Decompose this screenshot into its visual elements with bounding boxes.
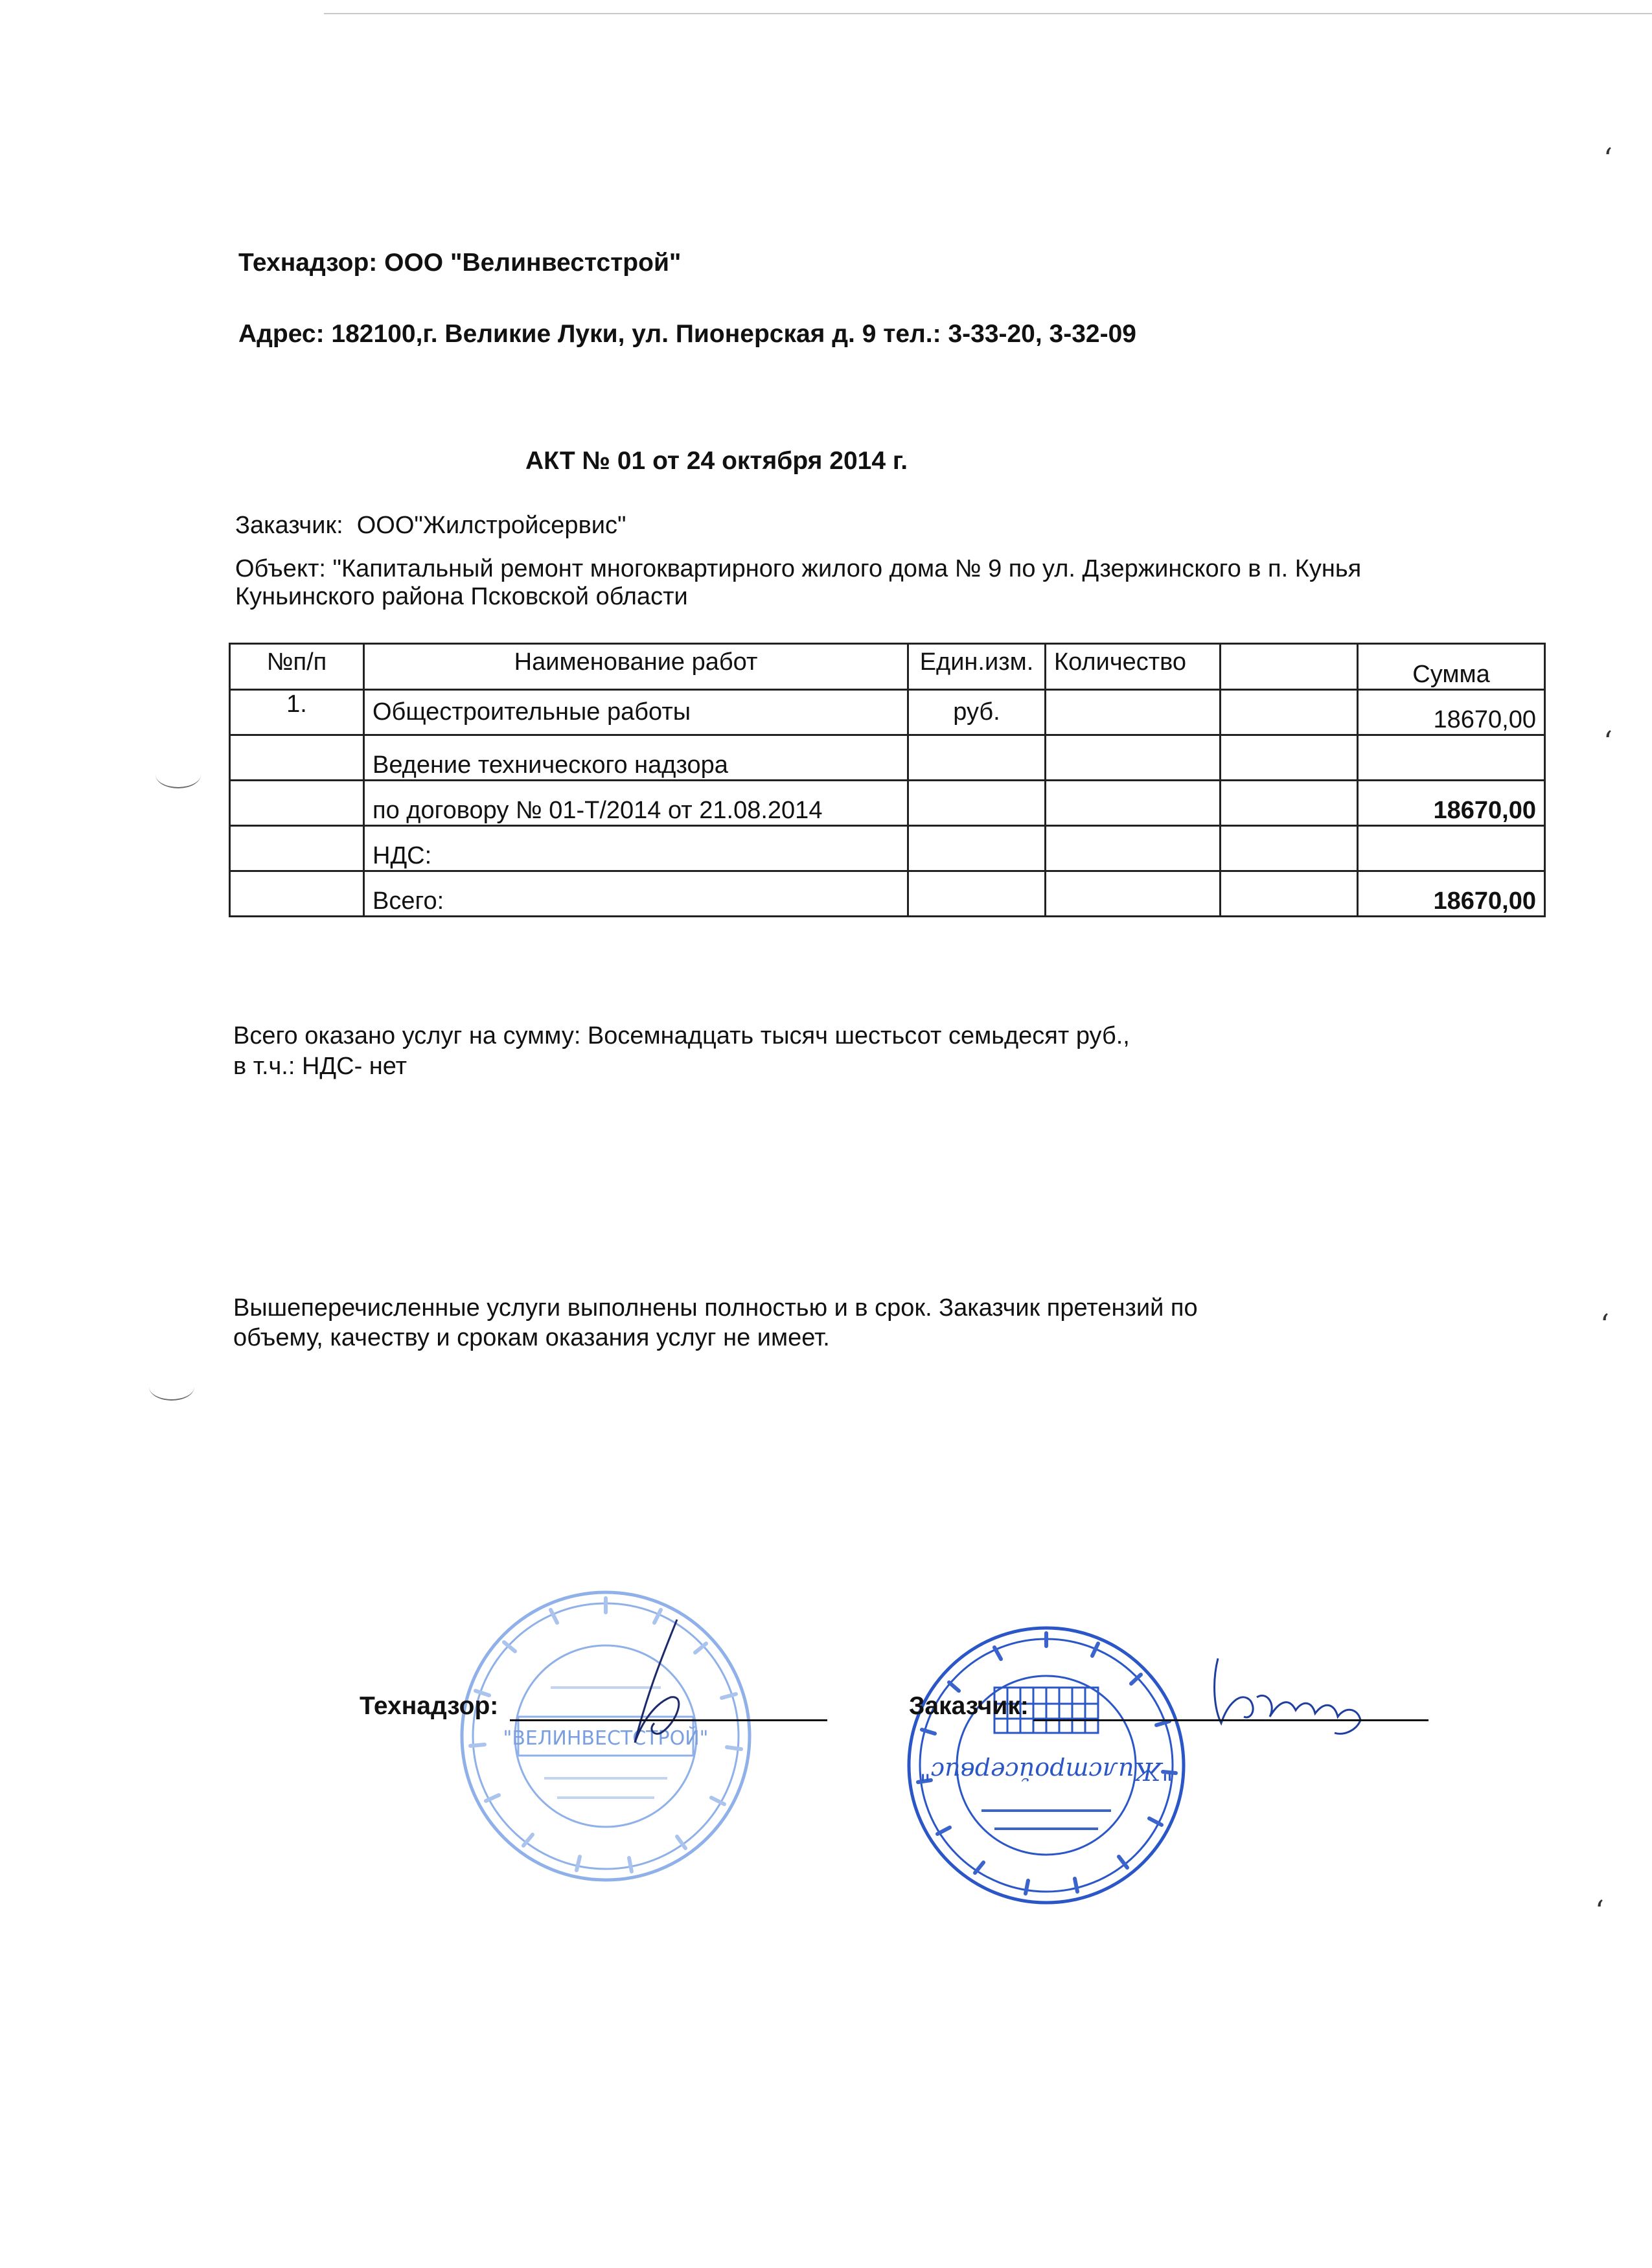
supervisor-stamp-name: "ВЕЛИНВЕСТСТРОЙ" [503,1727,709,1750]
supervisor-signature-label: Технадзор: [360,1692,499,1720]
row-name: по договору № 01-Т/2014 от 21.08.2014 [364,781,908,826]
row-blank [1221,735,1358,781]
customer-signature-label: Заказчик: [909,1692,1029,1720]
row-qty [1046,826,1221,871]
row-unit [908,781,1046,826]
customer-line [235,512,626,540]
table-row [230,781,1545,826]
header-name: Наименование работ [364,644,908,690]
summary-line-1: Всего оказано услуг на сумму: Восемнадцать тысяч шестьсот семьдесят руб., [233,1022,1130,1049]
scan-mark: ʻ [1600,1309,1609,1342]
row-sum [1358,735,1545,781]
table-row [230,826,1545,871]
supervisor-heading: Технадзор: ООО "Велинвестстрой" [238,249,682,277]
scan-edge-line [324,13,1652,14]
summary-line-2: в т.ч.: НДС- нет [233,1053,407,1080]
row-num [230,735,364,781]
table-row [230,690,1545,735]
scan-mark: ʻ [1603,143,1612,176]
act-title: АКТ № 01 от 24 октября 2014 г. [525,447,908,475]
object-line-1: Объект: "Капитальный ремонт многоквартирного жилого дома № 9 по ул. Дзержинского в п. Кунья [235,555,1362,582]
row-qty [1046,871,1221,917]
row-unit [908,826,1046,871]
row-unit [908,871,1046,917]
supervisor-address: Адрес: 182100,г. Великие Луки, ул. Пионерская д. 9 тел.: 3-33-20, 3-32-09 [238,320,1136,348]
punch-hole-mark [155,761,201,788]
row-sum: 18670,00 [1358,690,1545,735]
row-name: Общестроительные работы [364,690,908,735]
row-name: Ведение технического надзора [364,735,908,781]
scan-mark: ʻ [1595,1895,1604,1928]
customer-stamp [904,1623,1189,1908]
customer-label: Заказчик: [235,512,343,539]
row-sum: 18670,00 [1358,871,1545,917]
works-table [229,643,1546,917]
customer-stamp-inner-lettering [981,1811,1111,1829]
row-qty [1046,690,1221,735]
row-unit [908,735,1046,781]
row-qty [1046,781,1221,826]
customer-name: ООО"Жилстройсервис" [356,512,626,539]
row-num: 1. [230,690,364,735]
header-qty: Количество [1046,644,1221,690]
punch-hole-mark [149,1373,194,1401]
scan-mark: ʻ [1603,726,1612,759]
row-unit: руб. [908,690,1046,735]
confirmation-line-2: объему, качеству и срокам оказания услуг не имеет. [233,1324,830,1351]
customer-signature-line [1033,1719,1428,1721]
row-num [230,871,364,917]
row-blank [1221,781,1358,826]
row-sum [1358,826,1545,871]
row-num [230,781,364,826]
row-blank [1221,871,1358,917]
header-blank [1221,644,1358,690]
table-row [230,735,1545,781]
object-line-2: Куньинского района Псковской области [235,583,688,610]
customer-stamp-name: "Жилстройсервис" [919,1757,1173,1785]
supervisor-signature [609,1613,726,1756]
table-row [230,871,1545,917]
customer-signature [1205,1645,1373,1749]
header-num: №п/п [230,644,364,690]
supervisor-signature-line [510,1719,827,1721]
row-blank [1221,826,1358,871]
row-qty [1046,735,1221,781]
row-num [230,826,364,871]
row-sum: 18670,00 [1358,781,1545,826]
row-name: НДС: [364,826,908,871]
confirmation-line-1: Вышеперечисленные услуги выполнены полностью и в срок. Заказчик претензий по [233,1294,1198,1322]
row-name: Всего: [364,871,908,917]
header-unit: Един.изм. [908,644,1046,690]
header-sum: Сумма [1358,644,1545,690]
table-header-row [230,644,1545,690]
row-blank [1221,690,1358,735]
